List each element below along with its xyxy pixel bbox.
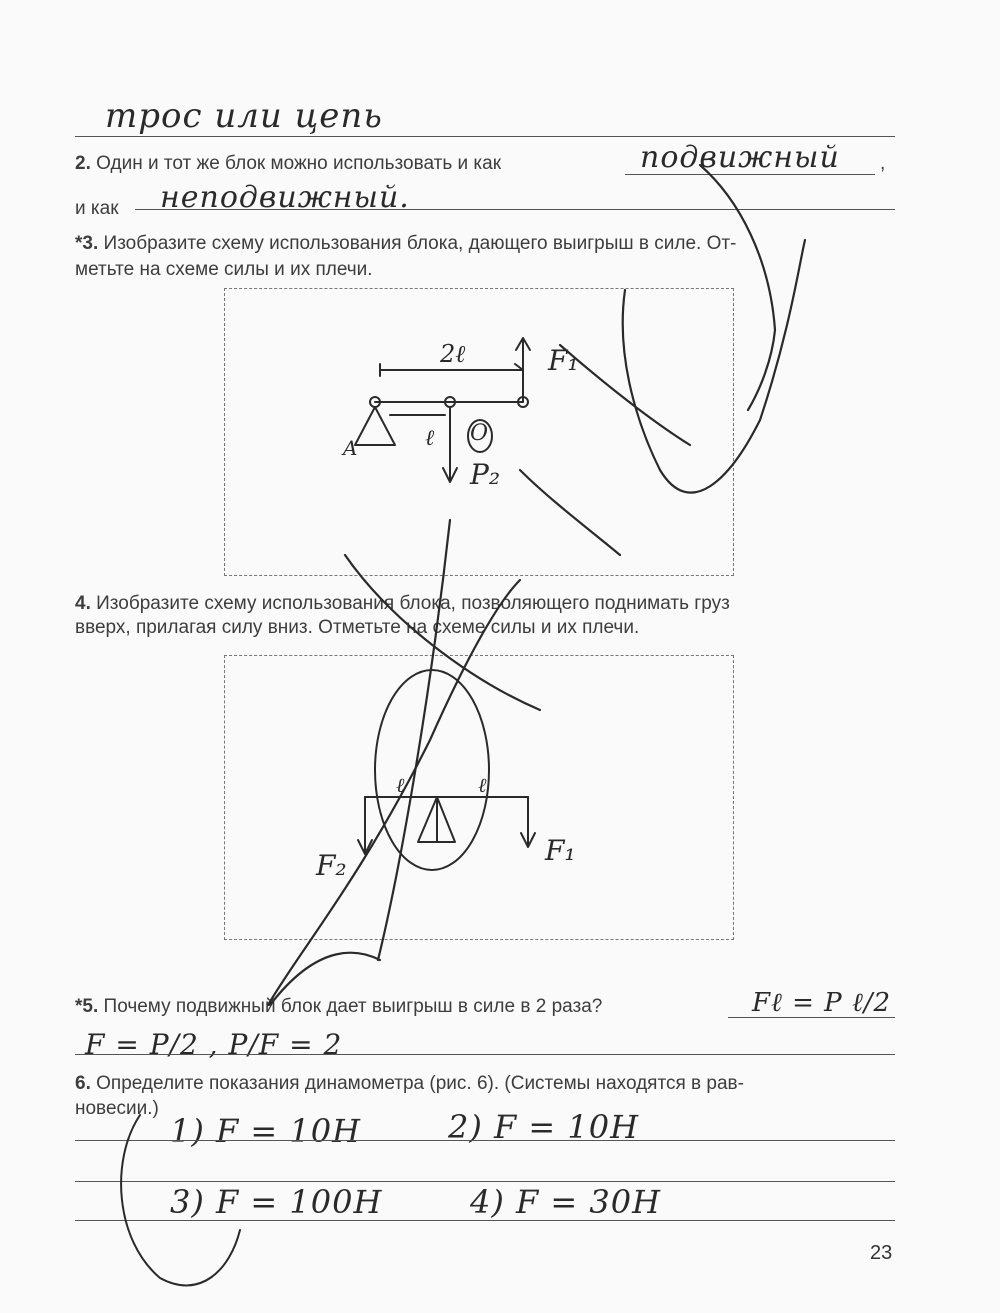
pulley-diagram (358, 670, 535, 870)
answer-2b: неподвижный. (160, 180, 410, 215)
label-f2: F₂ (316, 849, 347, 882)
answer-5a: Fℓ = P ℓ/2 (752, 988, 892, 1018)
label-l: ℓ (425, 426, 435, 451)
question-number: 4. (75, 593, 91, 614)
question-6-line2: новесии.) (75, 1098, 159, 1119)
question-number: *5. (75, 996, 99, 1017)
answer-5b: F = P/2 , P/F = 2 (85, 1028, 343, 1061)
answer-2a: подвижный (640, 140, 840, 175)
pulley-wheel (375, 670, 489, 870)
label-2l: 2ℓ (440, 340, 466, 368)
question-3-line2: метьте на схеме силы и их плечи. (75, 259, 373, 280)
answer-6-1: 1) F = 10H (170, 1112, 361, 1150)
label-f1: F₁ (548, 344, 579, 377)
comma: , (880, 153, 886, 174)
question-text: Один и тот же блок можно использовать и как (96, 153, 502, 174)
question-text: Изобразите схему использования блока, дающего выигрыш в силе. От- (103, 233, 737, 254)
label-p2: P₂ (470, 458, 501, 491)
label-l1: ℓ (396, 773, 405, 797)
answer-6-4: 4) F = 30H (470, 1183, 661, 1221)
question-text: Изобразите схему использования блока, позволяющего поднимать груз (96, 593, 730, 614)
question-number: 2. (75, 153, 91, 174)
question-text: Определите показания динамометра (рис. 6). (Системы находятся в рав- (96, 1073, 744, 1094)
answer-6-2: 2) F = 10H (448, 1108, 639, 1146)
circle-mark (121, 1115, 240, 1285)
answer-6-3: 3) F = 100H (170, 1183, 383, 1221)
question-number: 6. (75, 1073, 91, 1094)
label-l2: ℓ (478, 773, 487, 797)
previous-answer: трос или цепь (105, 96, 383, 136)
label-a: A (343, 436, 358, 460)
teacher-check-strokes (268, 165, 805, 1005)
support-triangle (355, 407, 395, 445)
question-text: Почему подвижный блок дает выигрыш в силе в 2 раза? (103, 996, 603, 1017)
question-4-line2: вверх, прилагая силу вниз. Отметьте на схеме силы и их плечи. (75, 617, 640, 638)
label-o: O (470, 421, 489, 446)
page-number: 23 (870, 1242, 893, 1264)
label-f1: F₁ (545, 834, 576, 867)
question-number: *3. (75, 233, 99, 254)
question-2-cont: и как (75, 198, 119, 219)
